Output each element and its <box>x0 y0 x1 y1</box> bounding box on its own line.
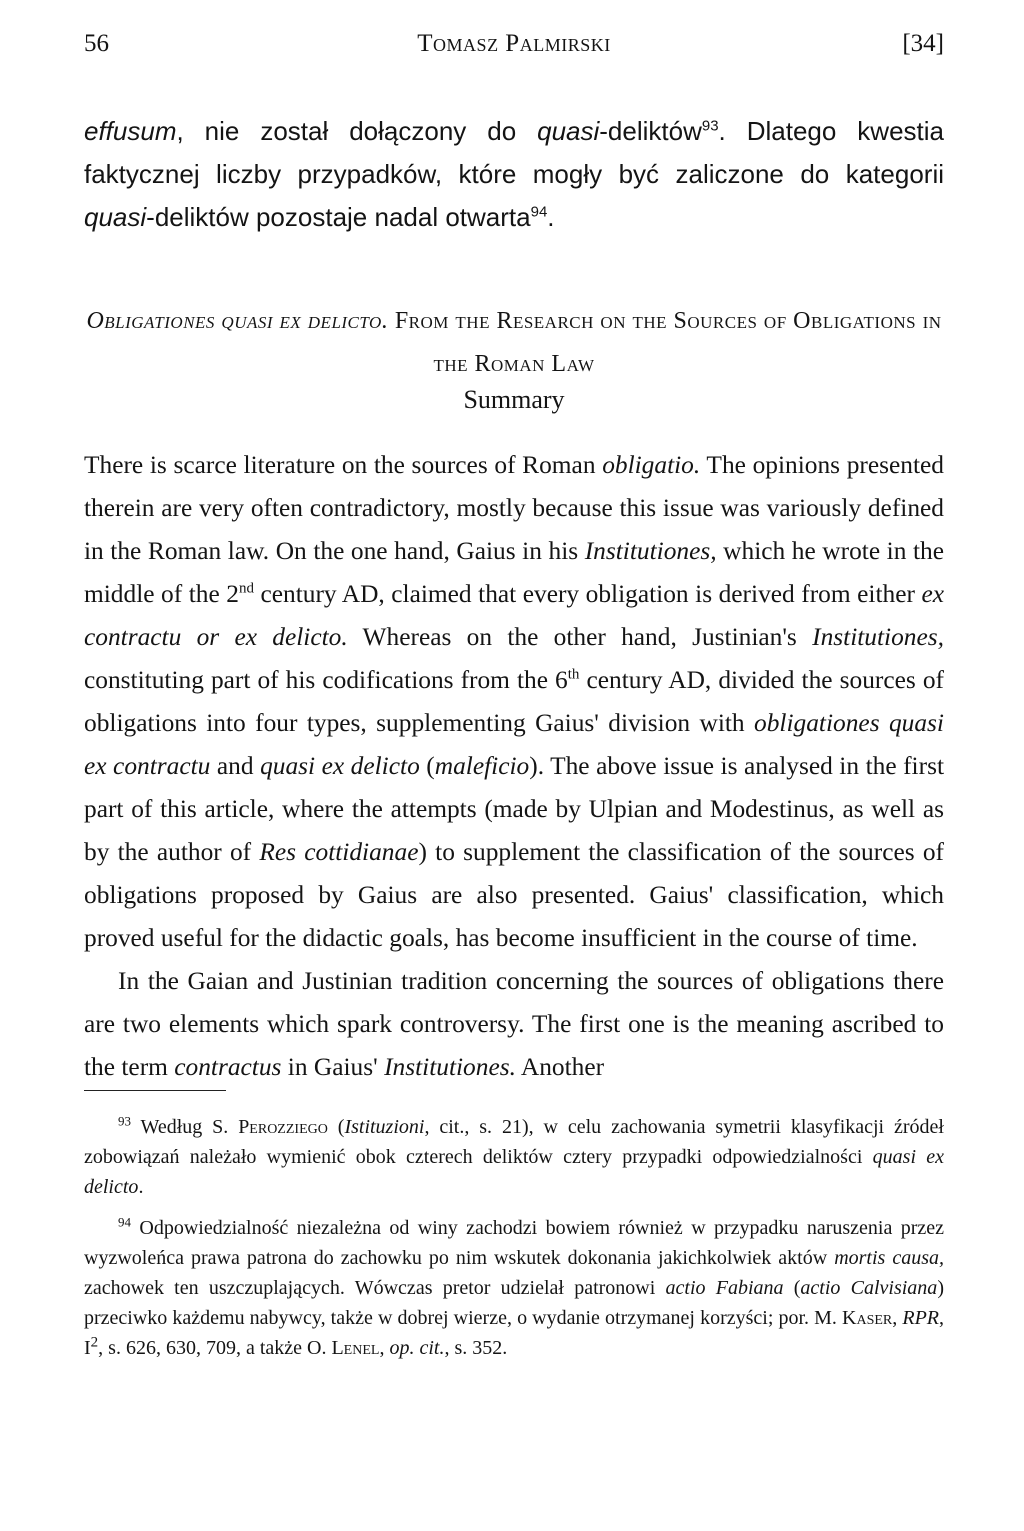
term-italic: contractus <box>174 1053 282 1081</box>
text-run: century AD, claimed that every obligation is derived from either <box>253 580 922 608</box>
footnote-94 <box>84 1213 944 1363</box>
superscript: 2 <box>90 1334 99 1351</box>
term-italic: actio Fabiana <box>665 1277 784 1299</box>
running-head-author: Tomasz Palmirski <box>417 30 611 57</box>
text-run: , nie został dołączony do <box>176 116 538 146</box>
term-italic: Istituzioni <box>344 1116 425 1138</box>
text-run: ( <box>419 752 435 780</box>
term-italic: ex contractu or ex delicto. <box>84 580 944 651</box>
text-run: , I <box>84 1307 945 1359</box>
text-run: constituting part of his codifications from the 6 <box>84 666 568 694</box>
page-number: 56 <box>84 30 109 57</box>
footnote-divider <box>84 1090 226 1091</box>
term-italic: Res cottidianae <box>259 838 419 866</box>
footnote-number: 93 <box>118 1113 131 1129</box>
footnote-93 <box>84 1112 944 1202</box>
author-name: Lenel <box>331 1337 380 1359</box>
text-run: ( <box>783 1277 801 1299</box>
term-italic: quasi <box>84 202 147 232</box>
footnote-number: 94 <box>118 1214 131 1230</box>
polish-paragraph <box>84 110 944 239</box>
text-run: Another <box>515 1053 605 1081</box>
ordinal-suffix: th <box>567 666 580 683</box>
author-name: Perozziego <box>238 1116 328 1138</box>
running-head <box>84 30 944 70</box>
text-run: ). The above issue is analysed in the first part of this article, where the attempts (made by Ulpian and Modestinus, as well as by the author of <box>84 752 945 866</box>
term-italic: actio Calvisiana <box>800 1277 938 1299</box>
title-latin: Obligationes quasi ex delicto. <box>86 308 389 334</box>
summary-paragraph-2 <box>84 960 944 1089</box>
footnote-ref-93[interactable]: 93 <box>701 117 719 135</box>
footnotes <box>84 1112 944 1374</box>
text-run: century AD, divided the sources of obligations into four types, supplementing Gaius' division with <box>84 666 944 737</box>
text-run: The opinions presented therein are very often contradictory, mostly because this issue was variously defined in the Roman law. On the one hand, Gaius in his <box>84 451 944 565</box>
text-run: -deliktów pozostaje nadal otwarta <box>146 202 531 232</box>
text-run: , <box>379 1337 390 1359</box>
article-number: [34] <box>902 30 944 57</box>
ordinal-suffix: nd <box>238 580 254 597</box>
title-rest: From the Research on the Sources of Obligations in the Roman Law <box>388 308 942 377</box>
term-italic: effusum <box>84 116 177 146</box>
term-italic: quasi ex delicto <box>84 1146 945 1198</box>
text-run: zachowek ten uszczuplających. Wówczas pretor udzielał patronowi <box>84 1277 666 1299</box>
summary-heading: Summary <box>463 385 565 414</box>
text-run: in Gaius' <box>281 1053 385 1081</box>
text-run: , cit., s. 21), w celu zachowania symetrii klasyfikacji źródeł zobowiązań należało wymienić obok czterech deliktów cztery przypadki odpowiedzialności <box>84 1116 944 1168</box>
text-run: , s. 626, 630, 709, a także O. <box>98 1337 332 1359</box>
text-run: ( <box>327 1116 345 1138</box>
text-run: . <box>547 202 555 232</box>
term-italic: quasi ex delicto <box>260 752 420 780</box>
term-italic: mortis causa, <box>834 1247 944 1269</box>
text-run: ) to supplement the classification of the sources of obligations proposed by Gaius are also presented. Gaius' classification, which proved useful for the didactic goals, has become insufficient in the course of time. <box>84 838 944 952</box>
text-run: There is scarce literature on the sources of Roman <box>84 451 603 479</box>
term-italic: Institutiones, <box>584 537 717 565</box>
text-run: Według S. <box>131 1116 239 1138</box>
text-run: , s. 352. <box>444 1337 508 1359</box>
text-run: ) przeciwko każdemu nabywcy, także w dobrej wierze, o wydanie otrzymanej korzyści; por. M. <box>84 1277 944 1329</box>
term-italic: obligatio. <box>602 451 701 479</box>
term-italic: maleficio <box>434 752 530 780</box>
text-run: Whereas on the other hand, Justinian's <box>347 623 813 651</box>
text-run: . Dlatego kwestia faktycznej liczby przypadków, które mogły być zaliczone do kategorii <box>84 116 944 189</box>
term-italic: quasi <box>537 116 600 146</box>
summary-paragraph-1 <box>84 444 944 960</box>
english-title <box>84 300 944 386</box>
text-run: and <box>210 752 261 780</box>
footnote-ref-94[interactable]: 94 <box>530 203 548 221</box>
text-run: . <box>138 1176 144 1198</box>
term-italic: op. cit. <box>389 1337 445 1359</box>
term-italic: Institutiones, <box>812 623 944 651</box>
term-italic: RPR <box>902 1307 940 1329</box>
author-name: Kaser <box>842 1307 893 1329</box>
text-run: -deliktów <box>599 116 702 146</box>
text-run: In the Gaian and Justinian tradition concerning the sources of obligations there are two elements which spark controversy. The first one is the meaning ascribed to the term <box>84 967 944 1081</box>
text-run: Odpowiedzialność niezależna od winy zachodzi bowiem również w przypadku naruszenia przez wyzwoleńca prawa patrona do zachowku po nim wskutek dokonania jakichkolwiek aktów <box>84 1217 944 1269</box>
term-italic: Institutiones. <box>384 1053 516 1081</box>
text-run: which he wrote in the middle of the 2 <box>84 537 945 608</box>
text-run: , <box>892 1307 903 1329</box>
term-italic: obligationes quasi ex contractu <box>84 709 944 780</box>
summary-body <box>84 444 944 1089</box>
